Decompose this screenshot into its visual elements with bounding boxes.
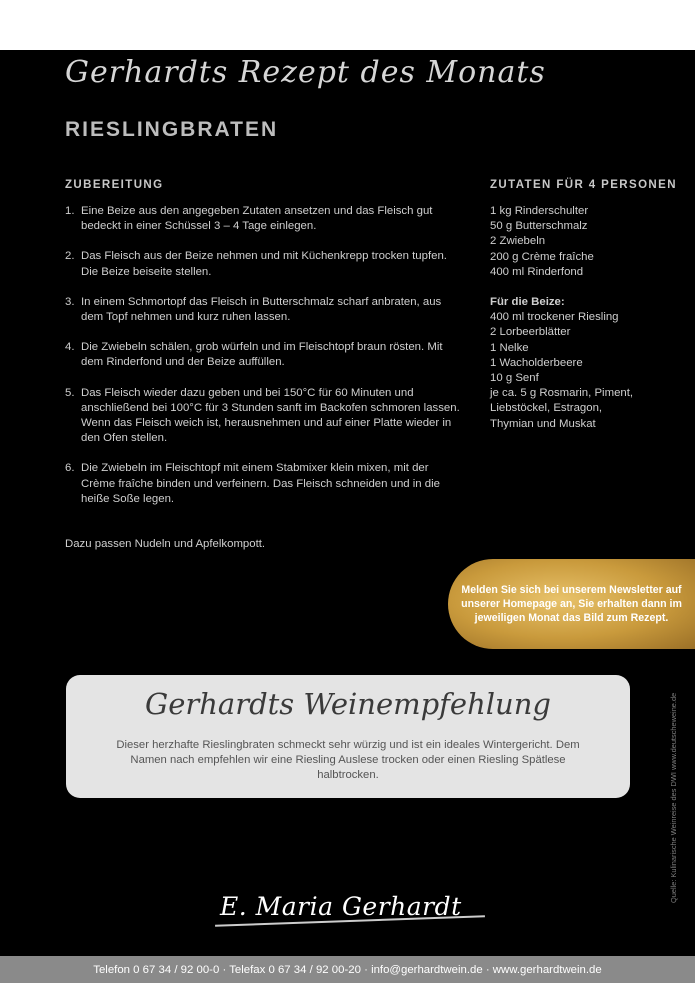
ingredients-heading: ZUTATEN FÜR 4 PERSONEN: [490, 179, 677, 191]
step-number: 4.: [65, 341, 75, 354]
step-item: [65, 295, 460, 325]
monthly-recipe-script-title: Gerhardts Rezept des Monats: [65, 55, 546, 90]
step-text: In einem Schmortopf das Fleisch in Butterschmalz scharf anbraten, aus dem Topf nehmen und kurz ruhen lassen.: [81, 295, 442, 324]
newsletter-gold-banner: [448, 559, 695, 649]
step-text: Das Fleisch aus der Beize nehmen und mit Küchenkrepp trocken tupfen. Die Beize beiseite stellen.: [81, 250, 447, 278]
marinade-item: 10 g Senf: [490, 372, 539, 385]
step-number: 1.: [65, 205, 75, 217]
contact-footer: [0, 956, 695, 983]
newsletter-text: Melden Sie sich bei unserem Newsletter auf unserer Homepage an, Sie erhalten dann im jeweiligen Monat das Bild zum Rezept.: [461, 584, 682, 624]
marinade-item: 2 Lorbeerblätter: [490, 326, 571, 339]
marinade-heading: Für die Beize:: [490, 296, 565, 309]
serving-tip: Dazu passen Nudeln und Apfelkompott.: [65, 538, 266, 550]
footer-contact-text: Telefon 0 67 34 / 92 00-0 · Telefax 0 67 34 / 92 00-20 · info@gerhardtwein.de · www.gerhardtwein.de: [93, 963, 602, 976]
step-number: 6.: [65, 462, 75, 475]
step-item: [65, 340, 460, 370]
marinade-item: 1 Wacholderbeere: [490, 356, 583, 369]
step-text: Das Fleisch wieder dazu geben und bei 150°C für 60 Minuten und anschließend bei 100°C für 3 Stunden sanft im Backofen schmoren lassen. Wenn das Fleisch weich ist, herausnehmen und auf einer Platte wieder in den Ofen stellen.: [81, 386, 460, 445]
marinade-item: je ca. 5 g Rosmarin, Piment,: [490, 387, 634, 400]
step-item: [65, 204, 460, 234]
step-number: 5.: [65, 386, 75, 399]
step-item: [65, 461, 460, 507]
step-text: Eine Beize aus den angegeben Zutaten ansetzen und das Fleisch gut bedeckt in einer Schüssel 3 – 4 Tage einlegen.: [81, 205, 433, 233]
source-note: Quelle: Kulinarische Weinreise des DWI www.deutscheweine.de: [669, 692, 678, 903]
step-number: 2.: [65, 250, 75, 263]
ingredient-item: 50 g Butterschmalz: [490, 220, 588, 233]
step-item: [65, 386, 460, 447]
marinade-item: 400 ml trockener Riesling: [490, 311, 619, 324]
marinade-item: 1 Nelke: [490, 341, 529, 354]
ingredient-item: 2 Zwiebeln: [490, 235, 546, 248]
step-item: [65, 249, 460, 279]
marinade-item: Liebstöckel, Estragon,: [490, 402, 603, 415]
step-text: Die Zwiebeln schälen, grob würfeln und im Fleischtopf braun rösten. Mit dem Rinderfond und der Beize auffüllen.: [81, 341, 443, 369]
ingredient-item: 200 g Crème fraîche: [490, 250, 594, 263]
preparation-steps: [65, 204, 460, 507]
ingredient-item: 1 kg Rinderschulter: [490, 205, 589, 217]
recipe-title: RIESLINGBRATEN: [65, 118, 279, 141]
ingredient-item: 400 ml Rinderfond: [490, 265, 584, 278]
wine-recommendation-text: Dieser herzhafte Rieslingbraten schmeckt sehr würzig und ist ein ideales Wintergericht. Dem Namen nach empfehlen wir eine Riesling Auslese trocken oder einen Riesling Spätlese halbtrocken.: [116, 739, 580, 782]
marinade-item: Thymian und Muskat: [490, 417, 596, 430]
ingredients-list: [490, 204, 680, 432]
signature: E. Maria Gerhardt: [220, 892, 462, 921]
preparation-heading: ZUBEREITUNG: [65, 179, 164, 191]
wine-recommendation-title: Gerhardts Weinempfehlung: [145, 687, 551, 721]
wine-recommendation-box: [66, 675, 630, 798]
step-number: 3.: [65, 295, 75, 308]
step-text: Die Zwiebeln im Fleischtopf mit einem Stabmixer klein mixen, mit der Crème fraîche binden und verfeinern. Das Fleisch schneiden und in die heiße Soße legen.: [81, 462, 441, 505]
